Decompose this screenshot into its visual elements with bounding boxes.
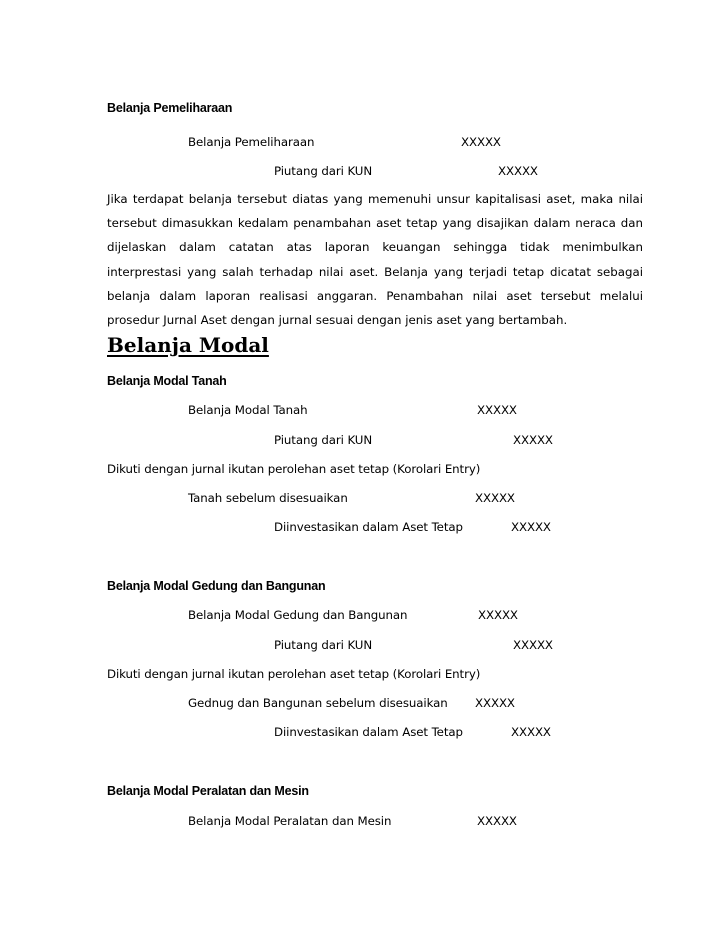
korolari-debit-amount: XXXXX bbox=[475, 491, 515, 505]
journal-debit-account: Belanja Pemeliharaan bbox=[188, 135, 315, 149]
followup-note: Dikuti dengan jurnal ikutan perolehan aset tetap (Korolari Entry) bbox=[107, 462, 481, 476]
journal-debit-amount: XXXXX bbox=[477, 403, 517, 417]
journal-credit-account: Piutang dari KUN bbox=[274, 638, 373, 652]
korolari-credit-amount: XXXXX bbox=[511, 725, 551, 739]
journal-debit-amount: XXXXX bbox=[461, 135, 501, 149]
korolari-credit-account: Diinvestasikan dalam Aset Tetap bbox=[274, 725, 463, 739]
section-title-belanja-modal: Belanja Modal bbox=[107, 333, 269, 357]
journal-credit-amount: XXXXX bbox=[498, 164, 538, 178]
korolari-debit-account: Gednug dan Bangunan sebelum disesuaikan bbox=[188, 696, 448, 710]
journal-credit-account: Piutang dari KUN bbox=[274, 164, 373, 178]
followup-note: Dikuti dengan jurnal ikutan perolehan aset tetap (Korolari Entry) bbox=[107, 667, 481, 681]
journal-debit-account: Belanja Modal Tanah bbox=[188, 403, 308, 417]
journal-debit-account: Belanja Modal Peralatan dan Mesin bbox=[188, 814, 392, 828]
journal-debit-amount: XXXXX bbox=[478, 608, 518, 622]
journal-credit-account: Piutang dari KUN bbox=[274, 433, 373, 447]
korolari-credit-amount: XXXXX bbox=[511, 520, 551, 534]
korolari-credit-account: Diinvestasikan dalam Aset Tetap bbox=[274, 520, 463, 534]
journal-debit-account: Belanja Modal Gedung dan Bangunan bbox=[188, 608, 408, 622]
journal-debit-amount: XXXXX bbox=[477, 814, 517, 828]
body-paragraph: Jika terdapat belanja tersebut diatas yang memenuhi unsur kapitalisasi aset, maka nilai tersebut dimasukkan kedalam penambahan aset tetap yang disajikan dalam neraca dan dijelaskan dalam catatan atas laporan keuangan sehingga tidak menimbulkan interprestasi yang salah terhadap nilai aset. Belanja yang terjadi tetap dicatat sebagai belanja dalam laporan realisasi anggaran. Penambahan nilai aset tersebut melalui prosedur Jurnal Aset dengan jurnal sesuai dengan jenis aset yang bertambah. bbox=[107, 192, 643, 328]
journal-credit-amount: XXXXX bbox=[513, 638, 553, 652]
heading-belanja-modal-gedung: Belanja Modal Gedung dan Bangunan bbox=[107, 579, 326, 593]
heading-belanja-modal-tanah: Belanja Modal Tanah bbox=[107, 374, 227, 388]
journal-credit-amount: XXXXX bbox=[513, 433, 553, 447]
heading-belanja-modal-peralatan: Belanja Modal Peralatan dan Mesin bbox=[107, 784, 309, 798]
korolari-debit-amount: XXXXX bbox=[475, 696, 515, 710]
korolari-debit-account: Tanah sebelum disesuaikan bbox=[188, 491, 348, 505]
heading-belanja-pemeliharaan: Belanja Pemeliharaan bbox=[107, 101, 233, 115]
